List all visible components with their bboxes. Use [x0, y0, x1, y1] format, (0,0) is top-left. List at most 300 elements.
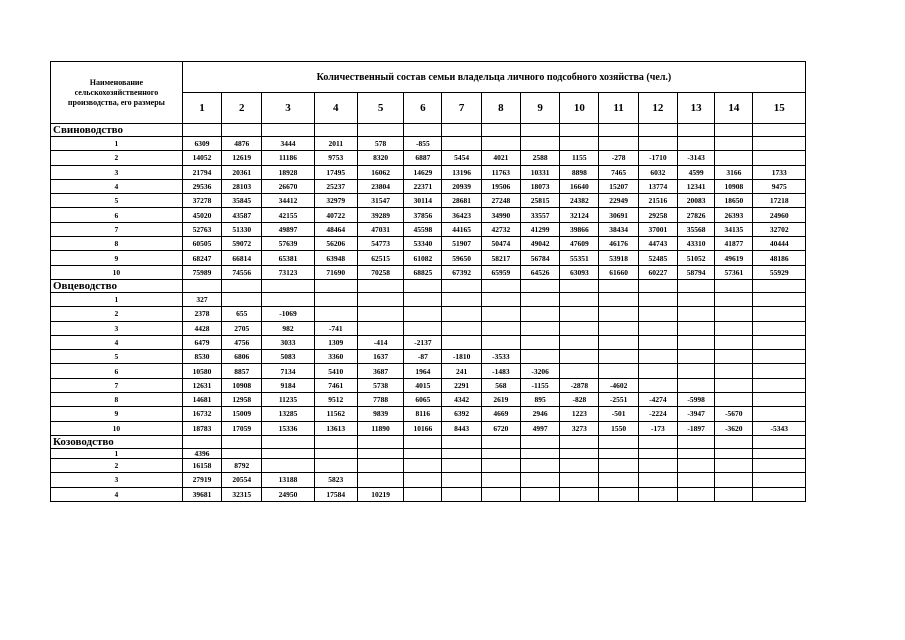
value-cell: 13774	[638, 179, 677, 193]
column-header-2: 2	[222, 93, 262, 124]
size-cell: 3	[51, 165, 183, 179]
value-cell: 8530	[182, 350, 221, 364]
table-row	[51, 265, 806, 279]
value-cell: 982	[262, 321, 314, 335]
value-cell: 2705	[222, 321, 262, 335]
value-cell: 31547	[357, 194, 403, 208]
value-cell: 1155	[560, 151, 599, 165]
value-cell: 15009	[222, 407, 262, 421]
value-cell: 32979	[314, 194, 357, 208]
column-header-15: 15	[753, 93, 806, 124]
value-cell	[599, 335, 638, 349]
value-cell	[677, 350, 714, 364]
value-cell: 9839	[357, 407, 403, 421]
value-cell: 33557	[520, 208, 559, 222]
value-cell: 70258	[357, 265, 403, 279]
value-cell	[677, 364, 714, 378]
value-cell	[442, 448, 481, 458]
value-cell: 68247	[182, 251, 221, 265]
value-cell	[715, 393, 753, 407]
value-cell	[560, 137, 599, 151]
value-cell: 16640	[560, 179, 599, 193]
column-header-14: 14	[715, 93, 753, 124]
value-cell: 8898	[560, 165, 599, 179]
value-cell	[520, 137, 559, 151]
size-cell: 4	[51, 487, 183, 501]
column-header-12: 12	[638, 93, 677, 124]
value-cell: 15207	[599, 179, 638, 193]
value-cell: 13613	[314, 421, 357, 435]
empty-cell	[753, 279, 806, 292]
value-cell: 35568	[677, 222, 714, 236]
value-cell: 24382	[560, 194, 599, 208]
value-cell	[753, 335, 806, 349]
value-cell	[481, 458, 520, 472]
empty-cell	[520, 435, 559, 448]
table-row	[51, 237, 806, 251]
table-row	[51, 208, 806, 222]
empty-cell	[404, 435, 442, 448]
value-cell: 6065	[404, 393, 442, 407]
value-cell: 1733	[753, 165, 806, 179]
column-header-1: 1	[182, 93, 221, 124]
value-cell: 21516	[638, 194, 677, 208]
value-cell: 1550	[599, 421, 638, 435]
value-cell: 9184	[262, 378, 314, 392]
value-cell: -3206	[520, 364, 559, 378]
value-cell: -1710	[638, 151, 677, 165]
value-cell: 60227	[638, 265, 677, 279]
value-cell	[677, 137, 714, 151]
value-cell: -2878	[560, 378, 599, 392]
empty-cell	[638, 279, 677, 292]
empty-cell	[599, 124, 638, 137]
table-row	[51, 321, 806, 335]
value-cell: 1637	[357, 350, 403, 364]
size-cell: 2	[51, 307, 183, 321]
value-cell: 4599	[677, 165, 714, 179]
value-cell: 11763	[481, 165, 520, 179]
size-cell: 5	[51, 350, 183, 364]
value-cell: 13196	[442, 165, 481, 179]
value-cell: 5823	[314, 473, 357, 487]
value-cell	[442, 292, 481, 306]
value-cell: 4428	[182, 321, 221, 335]
value-cell: 578	[357, 137, 403, 151]
value-cell	[262, 292, 314, 306]
empty-cell	[560, 279, 599, 292]
value-cell: 66814	[222, 251, 262, 265]
value-cell	[599, 350, 638, 364]
value-cell	[262, 458, 314, 472]
value-cell: -501	[599, 407, 638, 421]
value-cell: -2137	[404, 335, 442, 349]
value-cell: 14681	[182, 393, 221, 407]
value-cell: 11890	[357, 421, 403, 435]
value-cell	[481, 448, 520, 458]
value-cell	[520, 448, 559, 458]
section-header-row	[51, 124, 806, 137]
value-cell: 75989	[182, 265, 221, 279]
value-cell: 36423	[442, 208, 481, 222]
value-cell	[638, 321, 677, 335]
value-cell: 34990	[481, 208, 520, 222]
value-cell: 25815	[520, 194, 559, 208]
value-cell	[404, 448, 442, 458]
value-cell: 3360	[314, 350, 357, 364]
value-cell: -741	[314, 321, 357, 335]
value-cell: 61082	[404, 251, 442, 265]
value-cell: -3620	[715, 421, 753, 435]
value-cell: 58794	[677, 265, 714, 279]
value-cell: -1069	[262, 307, 314, 321]
value-cell	[520, 292, 559, 306]
value-cell: 34135	[715, 222, 753, 236]
value-cell	[520, 321, 559, 335]
value-cell: 14052	[182, 151, 221, 165]
empty-cell	[442, 435, 481, 448]
value-cell: 3444	[262, 137, 314, 151]
value-cell: 27826	[677, 208, 714, 222]
value-cell: 56784	[520, 251, 559, 265]
value-cell: 27919	[182, 473, 221, 487]
value-cell	[677, 335, 714, 349]
empty-cell	[677, 435, 714, 448]
value-cell: 68825	[404, 265, 442, 279]
value-cell	[404, 473, 442, 487]
value-cell: 1309	[314, 335, 357, 349]
value-cell: -87	[404, 350, 442, 364]
value-cell: 56206	[314, 237, 357, 251]
table-row	[51, 222, 806, 236]
value-cell	[715, 473, 753, 487]
value-cell: 40722	[314, 208, 357, 222]
value-cell	[715, 378, 753, 392]
value-cell	[715, 364, 753, 378]
table-row	[51, 458, 806, 472]
value-cell	[677, 448, 714, 458]
value-cell: 22371	[404, 179, 442, 193]
table-row	[51, 378, 806, 392]
size-cell: 1	[51, 448, 183, 458]
value-cell: 53340	[404, 237, 442, 251]
value-cell: 4015	[404, 378, 442, 392]
value-cell	[481, 335, 520, 349]
value-cell	[715, 137, 753, 151]
table-row	[51, 364, 806, 378]
value-cell: -173	[638, 421, 677, 435]
empty-cell	[262, 435, 314, 448]
value-cell: -1155	[520, 378, 559, 392]
value-cell: 4756	[222, 335, 262, 349]
value-cell: 12631	[182, 378, 221, 392]
value-cell: 6887	[404, 151, 442, 165]
value-cell: 3033	[262, 335, 314, 349]
name-column-header: Наименование сельскохозяйственного производства, его размеры	[51, 62, 183, 124]
value-cell	[753, 407, 806, 421]
value-cell	[442, 473, 481, 487]
value-cell: 18783	[182, 421, 221, 435]
value-cell: 40444	[753, 237, 806, 251]
empty-cell	[222, 279, 262, 292]
size-cell: 7	[51, 222, 183, 236]
value-cell: 8116	[404, 407, 442, 421]
value-cell: 39681	[182, 487, 221, 501]
value-cell: 14629	[404, 165, 442, 179]
value-cell: -414	[357, 335, 403, 349]
value-cell	[599, 292, 638, 306]
value-cell	[520, 487, 559, 501]
value-cell	[560, 364, 599, 378]
size-cell: 8	[51, 393, 183, 407]
value-cell: 48464	[314, 222, 357, 236]
value-cell: 24950	[262, 487, 314, 501]
value-cell: 10908	[222, 378, 262, 392]
value-cell: 32315	[222, 487, 262, 501]
value-cell	[638, 378, 677, 392]
value-cell	[753, 292, 806, 306]
value-cell: 61660	[599, 265, 638, 279]
value-cell: 7788	[357, 393, 403, 407]
value-cell: 13188	[262, 473, 314, 487]
column-header-13: 13	[677, 93, 714, 124]
value-cell: 55351	[560, 251, 599, 265]
value-cell: 5738	[357, 378, 403, 392]
value-cell: -828	[560, 393, 599, 407]
value-cell: 5083	[262, 350, 314, 364]
size-cell: 8	[51, 237, 183, 251]
column-header-8: 8	[481, 93, 520, 124]
value-cell	[404, 321, 442, 335]
value-cell: 3273	[560, 421, 599, 435]
value-cell: 16158	[182, 458, 221, 472]
empty-cell	[314, 279, 357, 292]
value-cell	[404, 292, 442, 306]
value-cell: 25237	[314, 179, 357, 193]
value-cell: 23804	[357, 179, 403, 193]
empty-cell	[182, 435, 221, 448]
value-cell: 43587	[222, 208, 262, 222]
value-cell: 7461	[314, 378, 357, 392]
value-cell: 11186	[262, 151, 314, 165]
value-cell	[599, 364, 638, 378]
value-cell: 42732	[481, 222, 520, 236]
table-row	[51, 165, 806, 179]
value-cell: 42155	[262, 208, 314, 222]
size-cell: 4	[51, 335, 183, 349]
table-row	[51, 292, 806, 306]
size-cell: 9	[51, 251, 183, 265]
value-cell: 49619	[715, 251, 753, 265]
column-header-4: 4	[314, 93, 357, 124]
value-cell: 38434	[599, 222, 638, 236]
value-cell	[481, 487, 520, 501]
value-cell: 20361	[222, 165, 262, 179]
value-cell: 4342	[442, 393, 481, 407]
empty-cell	[638, 124, 677, 137]
value-cell: 71690	[314, 265, 357, 279]
value-cell: 52485	[638, 251, 677, 265]
value-cell	[715, 448, 753, 458]
value-cell	[599, 321, 638, 335]
value-cell: 59650	[442, 251, 481, 265]
value-cell: 4396	[182, 448, 221, 458]
size-cell: 4	[51, 179, 183, 193]
value-cell	[314, 448, 357, 458]
value-cell: 4997	[520, 421, 559, 435]
value-cell	[638, 307, 677, 321]
value-cell: 32124	[560, 208, 599, 222]
value-cell: -4602	[599, 378, 638, 392]
size-cell: 10	[51, 265, 183, 279]
empty-cell	[715, 124, 753, 137]
value-cell	[677, 307, 714, 321]
value-cell: 6392	[442, 407, 481, 421]
empty-cell	[715, 279, 753, 292]
value-cell: -5343	[753, 421, 806, 435]
value-cell	[638, 292, 677, 306]
value-cell	[638, 458, 677, 472]
value-cell: 10219	[357, 487, 403, 501]
value-cell: 62515	[357, 251, 403, 265]
value-cell: 4669	[481, 407, 520, 421]
value-cell	[560, 321, 599, 335]
value-cell	[262, 448, 314, 458]
value-cell	[442, 307, 481, 321]
value-cell: 63093	[560, 265, 599, 279]
value-cell	[599, 307, 638, 321]
value-cell: 10580	[182, 364, 221, 378]
value-cell: 46176	[599, 237, 638, 251]
value-cell: 5410	[314, 364, 357, 378]
value-cell: 41299	[520, 222, 559, 236]
value-cell: 6720	[481, 421, 520, 435]
section-title: Овцеводство	[51, 279, 183, 292]
value-cell: -3143	[677, 151, 714, 165]
value-cell	[753, 393, 806, 407]
value-cell	[560, 350, 599, 364]
value-cell: 2619	[481, 393, 520, 407]
value-cell	[357, 321, 403, 335]
value-cell: 54773	[357, 237, 403, 251]
table-row	[51, 473, 806, 487]
value-cell	[599, 137, 638, 151]
value-cell	[638, 448, 677, 458]
value-cell	[599, 448, 638, 458]
value-cell: 50474	[481, 237, 520, 251]
column-header-9: 9	[520, 93, 559, 124]
value-cell: 895	[520, 393, 559, 407]
value-cell: -4274	[638, 393, 677, 407]
value-cell: 6309	[182, 137, 221, 151]
value-cell: 47031	[357, 222, 403, 236]
value-cell: -3533	[481, 350, 520, 364]
value-cell: 60505	[182, 237, 221, 251]
value-cell	[753, 364, 806, 378]
value-cell: 63948	[314, 251, 357, 265]
value-cell	[715, 151, 753, 165]
value-cell: 241	[442, 364, 481, 378]
empty-cell	[314, 435, 357, 448]
value-cell: 12341	[677, 179, 714, 193]
value-cell	[715, 335, 753, 349]
value-cell	[599, 458, 638, 472]
value-cell: 17059	[222, 421, 262, 435]
value-cell: 8320	[357, 151, 403, 165]
value-cell	[753, 473, 806, 487]
value-cell: -2551	[599, 393, 638, 407]
empty-cell	[222, 124, 262, 137]
empty-cell	[677, 124, 714, 137]
value-cell: 12958	[222, 393, 262, 407]
value-cell: 8857	[222, 364, 262, 378]
value-cell: 11562	[314, 407, 357, 421]
value-cell	[715, 321, 753, 335]
empty-cell	[314, 124, 357, 137]
value-cell	[560, 458, 599, 472]
value-cell: 6479	[182, 335, 221, 349]
value-cell: 18928	[262, 165, 314, 179]
value-cell: 37001	[638, 222, 677, 236]
value-cell: 17584	[314, 487, 357, 501]
value-cell: 73123	[262, 265, 314, 279]
value-cell	[481, 307, 520, 321]
value-cell: 39289	[357, 208, 403, 222]
value-cell: 30691	[599, 208, 638, 222]
value-cell	[314, 292, 357, 306]
value-cell	[520, 458, 559, 472]
value-cell: 327	[182, 292, 221, 306]
value-cell: 20083	[677, 194, 714, 208]
value-cell: -5998	[677, 393, 714, 407]
empty-cell	[677, 279, 714, 292]
value-cell	[715, 292, 753, 306]
value-cell	[753, 137, 806, 151]
value-cell	[753, 350, 806, 364]
section-title: Козоводство	[51, 435, 183, 448]
column-header-7: 7	[442, 93, 481, 124]
value-cell: 2588	[520, 151, 559, 165]
value-cell: 15336	[262, 421, 314, 435]
value-cell: 10166	[404, 421, 442, 435]
column-header-11: 11	[599, 93, 638, 124]
value-cell: 17495	[314, 165, 357, 179]
empty-cell	[262, 124, 314, 137]
size-cell: 6	[51, 364, 183, 378]
value-cell	[404, 307, 442, 321]
value-cell	[677, 458, 714, 472]
value-cell: 21794	[182, 165, 221, 179]
value-cell: 26670	[262, 179, 314, 193]
value-cell	[560, 292, 599, 306]
table-row	[51, 448, 806, 458]
value-cell	[638, 364, 677, 378]
size-cell: 3	[51, 321, 183, 335]
empty-cell	[442, 124, 481, 137]
value-cell: 13285	[262, 407, 314, 421]
value-cell: 27248	[481, 194, 520, 208]
value-cell	[753, 487, 806, 501]
value-cell	[560, 307, 599, 321]
value-cell: 65381	[262, 251, 314, 265]
empty-cell	[481, 124, 520, 137]
table-row	[51, 350, 806, 364]
value-cell: 5454	[442, 151, 481, 165]
value-cell: 3166	[715, 165, 753, 179]
empty-cell	[560, 124, 599, 137]
value-cell: 10908	[715, 179, 753, 193]
value-cell: 65959	[481, 265, 520, 279]
